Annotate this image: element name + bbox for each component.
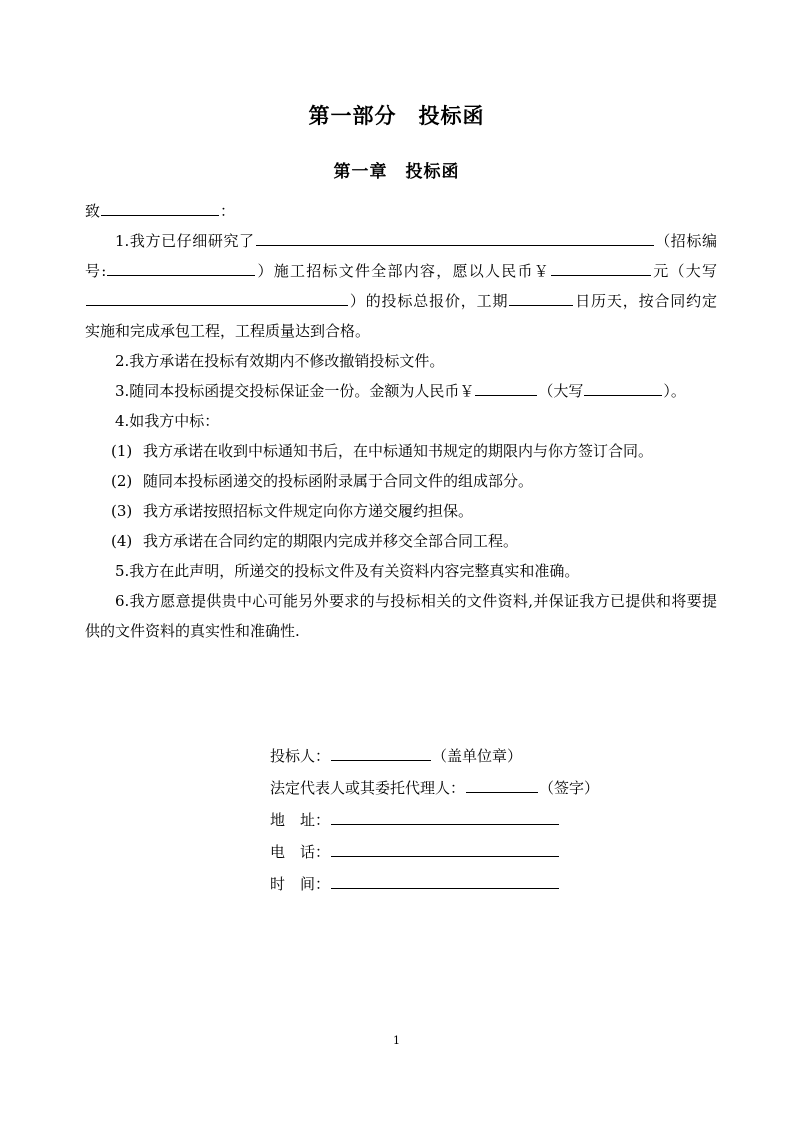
page-title: 第一部分 投标函 — [308, 104, 485, 128]
deposit-words-blank[interactable] — [584, 380, 662, 396]
date-blank[interactable] — [331, 873, 559, 889]
chapter-title: 第一章 投标函 — [333, 162, 460, 182]
legal-rep-line — [270, 772, 730, 804]
clause-4-subitem-2 — [85, 466, 717, 496]
clause-2: 2.我方承诺在投标有效期内不修改撤销投标文件。 — [115, 352, 445, 370]
clause-6: 6.我方愿意提供贵中心可能另外要求的与投标相关的文件资料,并保证我方已提供和将要提供的文件资料的真实性和准确性. — [85, 592, 717, 640]
total-price-words-blank[interactable] — [86, 290, 348, 306]
legal-rep-sign-note: （签字） — [539, 779, 600, 797]
page-number: 1 — [393, 1034, 400, 1047]
bidder-name-blank[interactable] — [331, 745, 431, 761]
salutation-colon: ： — [220, 202, 236, 220]
clause-3-suffix: ）。 — [663, 382, 686, 400]
legal-rep-blank[interactable] — [466, 777, 538, 793]
signature-block — [270, 740, 730, 900]
document-body — [85, 196, 717, 646]
clause-4-subitem-3 — [85, 496, 717, 526]
legal-rep-label: 法定代表人或其委托代理人： — [270, 779, 466, 797]
clause-4-subitem-3-text: 我方承诺按照招标文件规定向你方递交履约担保。 — [143, 502, 474, 520]
salutation-line — [85, 196, 717, 226]
bidder-line — [270, 740, 730, 772]
deposit-amount-blank[interactable] — [475, 380, 537, 396]
address-label: 地 址： — [270, 811, 331, 829]
clause-1-line4: 实施和完成承包工程，工程质量达到合格。 — [85, 322, 371, 340]
bidder-label: 投标人： — [270, 747, 331, 765]
clause-4-subitem-4 — [85, 526, 717, 556]
clause-1-after-words: ）的投标总报价，工期 — [349, 292, 509, 310]
clause-5: 5.我方在此声明，所递交的投标文件及有关资料内容完整真实和准确。 — [115, 562, 580, 580]
date-label: 时 间： — [270, 875, 331, 893]
clause-4-subitem-4-text: 我方承诺在合同约定的期限内完成并移交全部合同工程。 — [143, 532, 519, 550]
clause-3-prefix: 3.随同本投标函提交投标保证金一份。金额为人民币￥ — [115, 382, 475, 400]
phone-label: 电 话： — [270, 843, 331, 861]
clause-1-line3-prefix: 写 — [701, 262, 717, 280]
date-line — [270, 868, 730, 900]
clause-4-subitem-2-text: 随同本投标函递交的投标函附录属于合同文件的组成部分。 — [143, 472, 534, 490]
clause-1-prefix: 1.我方已仔细研究了 — [115, 232, 255, 250]
clause-4-subitem-4-label: (4) — [111, 532, 133, 550]
clause-1-after-num: ）施工招标文件全部内容，愿以人民币￥ — [256, 262, 550, 280]
clause-4-subitem-3-label: (3) — [111, 502, 133, 520]
clause-1-after-doc: （招标编 — [654, 232, 717, 250]
salutation-label: 致 — [85, 202, 101, 220]
clause-4-heading: 4.如我方中标： — [115, 412, 220, 430]
clause-4-subitem-1 — [85, 436, 717, 466]
bidder-seal-note: （盖单位章） — [432, 747, 523, 765]
address-blank[interactable] — [331, 809, 559, 825]
clause-1-after-days: 日历天，按合同约定 — [574, 292, 717, 310]
phone-line — [270, 836, 730, 868]
clause-1 — [85, 226, 717, 346]
phone-blank[interactable] — [331, 841, 559, 857]
clause-1-line2-prefix: 号: — [85, 262, 107, 280]
clause-4-subitem-1-text: 我方承诺在收到中标通知书后，在中标通知书规定的期限内与你方签订合同。 — [143, 442, 654, 460]
tender-number-blank[interactable] — [107, 260, 255, 276]
addressee-blank[interactable] — [101, 200, 219, 216]
duration-days-blank[interactable] — [509, 290, 573, 306]
clause-4-subitem-1-label: (1) — [111, 442, 133, 460]
total-price-blank[interactable] — [551, 260, 651, 276]
clause-3-middle: （大写 — [538, 382, 584, 400]
clause-1-after-amount: 元（大 — [651, 262, 702, 280]
address-line — [270, 804, 730, 836]
clause-4-subitem-2-label: (2) — [111, 472, 133, 490]
tender-document-blank[interactable] — [256, 230, 654, 246]
clause-3 — [85, 376, 717, 406]
